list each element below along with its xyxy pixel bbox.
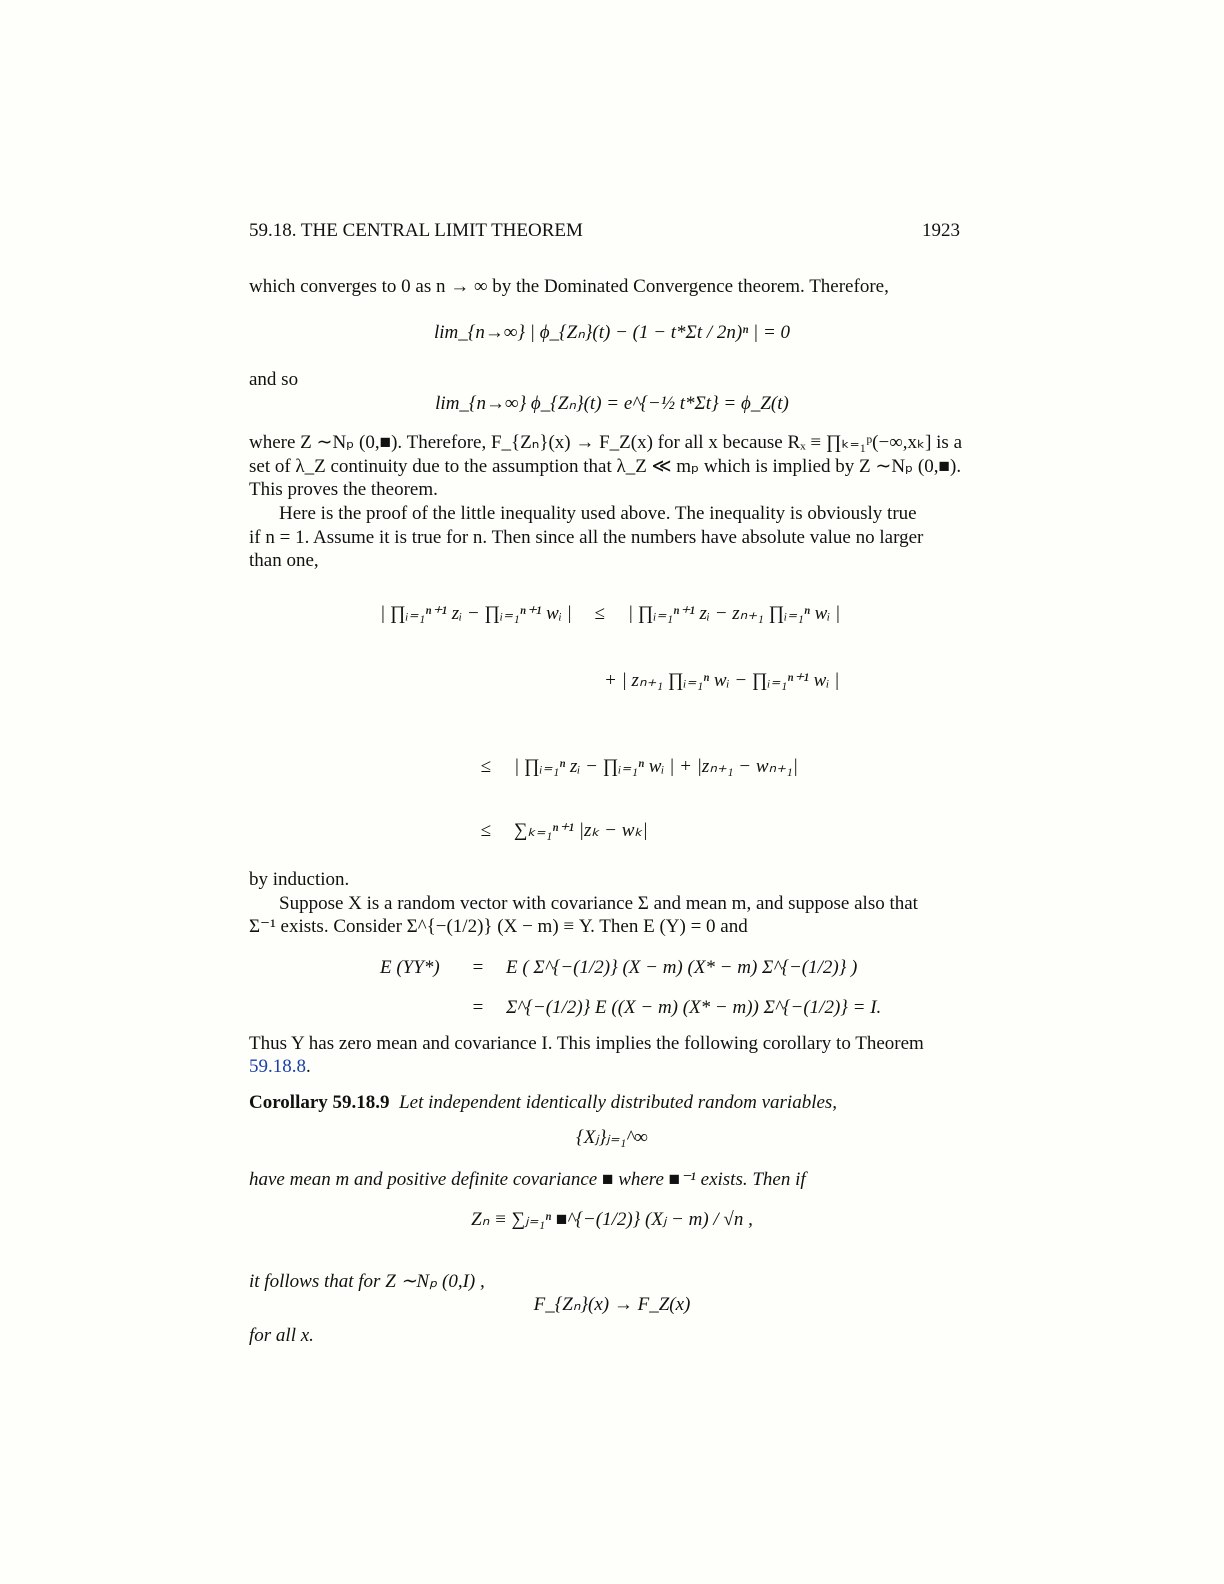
paragraph-line: if n = 1. Assume it is true for n. Then since all the numbers have absolute value no larger: [249, 527, 924, 548]
equation-sequence: {Xⱼ}ⱼ₌₁^∞: [576, 1127, 648, 1148]
corollary-text: it follows that for Z ∼Nₚ (0,I) ,: [249, 1271, 485, 1292]
corollary-text: Let independent identically distributed random variables,: [399, 1092, 838, 1113]
inequality-row: [380, 602, 840, 626]
inequality-row: [476, 819, 648, 843]
equation-row: [380, 996, 881, 1020]
inequality-lhs: | ∏ᵢ₌₁ⁿ⁺¹ zᵢ − ∏ᵢ₌₁ⁿ⁺¹ wᵢ |: [380, 603, 572, 624]
paragraph-line: set of λ_Z continuity due to the assumption that λ_Z ≪ mₚ which is implied by Z ∼Nₚ (0,■).: [249, 456, 962, 477]
theorem-link[interactable]: 59.18.8: [249, 1056, 306, 1077]
inequality-sum: ∑ₖ₌₁ⁿ⁺¹ |zₖ − wₖ|: [514, 820, 648, 841]
paragraph-line: [249, 1055, 311, 1079]
equation-relation: =: [472, 957, 484, 978]
corollary-statement: [249, 1091, 837, 1115]
inequality-relation: ≤: [480, 756, 492, 777]
equation-lhs: E (YY*): [380, 957, 440, 978]
paragraph-line: Suppose X is a random vector with covariance Σ and mean m, and suppose also that: [279, 893, 918, 914]
page-number: 1923: [922, 220, 960, 241]
inequality-relation: ≤: [594, 603, 606, 624]
running-header: 59.18. THE CENTRAL LIMIT THEOREM: [249, 220, 583, 241]
equation-limit-characteristic: lim_{n→∞} ϕ_{Zₙ}(t) = e^{−½ t*Σt} = ϕ_Z(t): [435, 393, 789, 414]
equation-zn-definition: Zₙ ≡ ∑ⱼ₌₁ⁿ ■^{−(1/2)} (Xⱼ − m) / √n ,: [471, 1209, 753, 1230]
corollary-text: have mean m and positive definite covariance ■ where ■⁻¹ exists. Then if: [249, 1169, 806, 1190]
period: .: [306, 1056, 311, 1077]
inequality-relation: ≤: [480, 820, 492, 841]
paragraph-line: which converges to 0 as n → ∞ by the Dominated Convergence theorem. Therefore,: [249, 276, 889, 297]
inequality-step: | ∏ᵢ₌₁ⁿ zᵢ − ∏ᵢ₌₁ⁿ wᵢ | + |zₙ₊₁ − wₙ₊₁|: [514, 756, 798, 777]
inequality-rhs-continued: + | zₙ₊₁ ∏ᵢ₌₁ⁿ wᵢ − ∏ᵢ₌₁ⁿ⁺¹ wᵢ |: [604, 670, 840, 691]
inequality-rhs: | ∏ᵢ₌₁ⁿ⁺¹ zᵢ − zₙ₊₁ ∏ᵢ₌₁ⁿ wᵢ |: [627, 603, 841, 624]
paragraph-line: Σ⁻¹ exists. Consider Σ^{−(1/2)} (X − m) ≡ Y. Then E (Y) = 0 and: [249, 916, 748, 937]
equation-rhs: E ( Σ^{−(1/2)} (X − m) (X* − m) Σ^{−(1/2)} ): [506, 957, 858, 978]
paragraph-line: and so: [249, 369, 299, 390]
paragraph-line: Here is the proof of the little inequality used above. The inequality is obviously true: [279, 503, 917, 524]
equation-rhs: Σ^{−(1/2)} E ((X − m) (X* − m)) Σ^{−(1/2)} = I.: [506, 997, 882, 1018]
equation-relation: =: [472, 997, 484, 1018]
corollary-label: Corollary 59.18.9: [249, 1092, 390, 1113]
paragraph-line: This proves the theorem.: [249, 479, 438, 500]
inequality-row: [476, 755, 798, 779]
equation-limit-difference: lim_{n→∞} | ϕ_{Zₙ}(t) − (1 − t*Σt / 2n)ⁿ | = 0: [433, 322, 791, 343]
paragraph-line: Thus Y has zero mean and covariance I. This implies the following corollary to Theorem: [249, 1033, 924, 1054]
corollary-text: for all x.: [249, 1325, 314, 1346]
equation-row: [380, 956, 857, 980]
paragraph-line: than one,: [249, 550, 319, 571]
equation-convergence: F_{Zₙ}(x) → F_Z(x): [533, 1294, 691, 1315]
paragraph-line: where Z ∼Nₚ (0,■). Therefore, F_{Zₙ}(x) → F_Z(x) for all x because Rₓ ≡ ∏ₖ₌₁ᵖ(−∞,xₖ] is a: [249, 432, 963, 453]
paragraph-line: by induction.: [249, 869, 350, 890]
